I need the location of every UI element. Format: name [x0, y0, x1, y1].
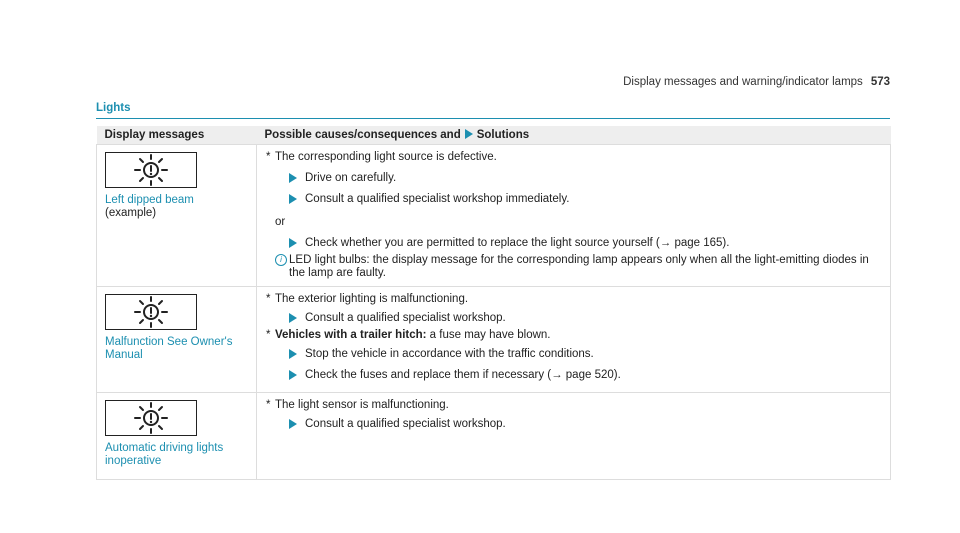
- action-arrow-icon: [289, 349, 297, 359]
- bullet: *: [266, 399, 271, 411]
- lamp-malfunction-icon: [105, 152, 197, 188]
- message-suffix: (example): [105, 207, 157, 219]
- display-message-text: [105, 194, 248, 220]
- or-text: or: [275, 216, 286, 228]
- cause-text: The exterior lighting is malfunctioning.: [275, 293, 469, 305]
- section-divider: [96, 118, 890, 119]
- action-text: Consult a qualified specialist workshop.: [305, 418, 506, 430]
- action-arrow-icon: [289, 419, 297, 429]
- col2-header-text: Possible causes/consequences and: [264, 129, 461, 141]
- action-arrow-icon: [289, 313, 297, 323]
- table-header-row: [97, 126, 891, 145]
- action-arrow-icon: [289, 238, 297, 248]
- action-text: Stop the vehicle in accordance with the traffic conditions.: [305, 348, 594, 360]
- display-message-text: Malfunction See Owner's Manual: [105, 336, 233, 361]
- note-text: LED light bulbs: the display message for the corresponding lamp appears only when all the light-emitting diodes in the lamp are faulty.: [289, 254, 869, 279]
- lamp-malfunction-icon: [105, 400, 197, 436]
- message-label: Left dipped beam: [105, 194, 194, 206]
- bullet: *: [266, 329, 271, 341]
- causes-solutions-cell: [257, 145, 891, 287]
- action-arrow-icon: [465, 129, 473, 139]
- action-text: Drive on carefully.: [305, 172, 397, 184]
- action-arrow-icon: [289, 173, 297, 183]
- action-text: Consult a qualified specialist workshop.: [305, 312, 506, 324]
- col-causes-solutions: [257, 126, 891, 145]
- cause-bold-text: Vehicles with a trailer hitch:: [275, 329, 427, 341]
- bullet: *: [266, 293, 271, 305]
- section-title: Lights: [96, 102, 131, 114]
- causes-solutions-cell: [257, 287, 891, 393]
- action-text: Consult a qualified specialist workshop immediately.: [305, 193, 570, 205]
- action-arrow-icon: [289, 370, 297, 380]
- col2-header-solutions: Solutions: [476, 129, 530, 141]
- table-row: [97, 393, 891, 480]
- cause-text: The light sensor is malfunctioning.: [275, 399, 449, 411]
- display-message-cell: [97, 393, 257, 480]
- header-title: Display messages and warning/indicator lamps: [623, 76, 863, 88]
- table-row: [97, 145, 891, 287]
- causes-solutions-cell: [257, 393, 891, 480]
- action-text: Check the fuses and replace them if necessary (→ page 520).: [305, 369, 621, 381]
- table-row: [97, 287, 891, 393]
- info-icon: i: [275, 254, 287, 266]
- action-text: Check whether you are permitted to replace the light source yourself (→ page 165).: [305, 237, 730, 249]
- action-arrow-icon: [289, 194, 297, 204]
- cause-text: a fuse may have blown.: [429, 329, 551, 341]
- lamp-malfunction-icon: [105, 294, 197, 330]
- cause-text: The corresponding light source is defective.: [275, 151, 497, 163]
- page-number: 573: [870, 76, 890, 88]
- col-display-messages: Display messages: [97, 126, 257, 145]
- display-message-cell: [97, 145, 257, 287]
- display-messages-table: [96, 126, 891, 480]
- running-header: [623, 76, 890, 88]
- display-message-text: Automatic driving lights inoperative: [105, 442, 224, 467]
- display-message-cell: [97, 287, 257, 393]
- bullet: *: [266, 151, 271, 163]
